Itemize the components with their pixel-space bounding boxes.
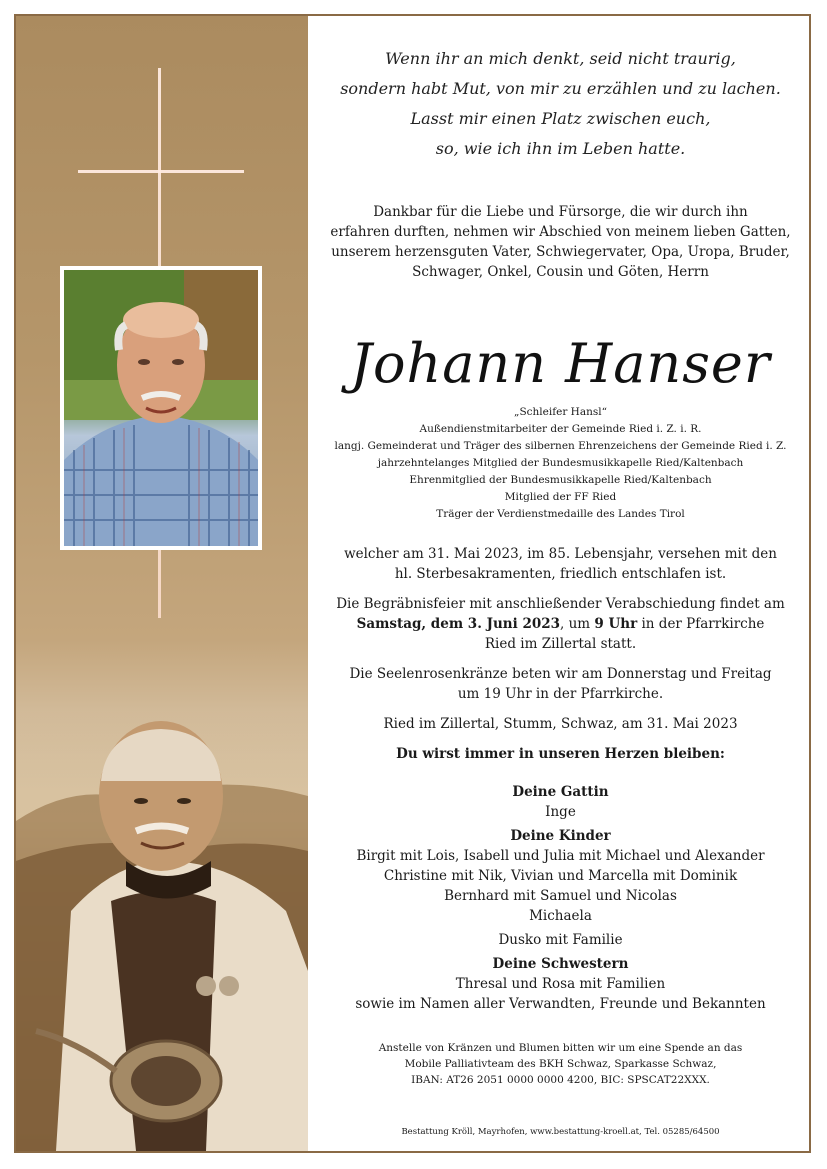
funeral-line-1: Die Begräbnisfeier mit anschließender Verabschiedung findet am	[336, 596, 785, 612]
funeral-line-3: Ried im Zillertal statt.	[484, 636, 637, 652]
announcement-body	[328, 544, 793, 774]
honors-list	[308, 404, 811, 523]
intro-line: Dankbar für die Liebe und Fürsorge, die wir durch ihn	[373, 204, 748, 220]
quote-line: Lasst mir einen Platz zwischen euch,	[410, 109, 711, 128]
portrait-photo	[64, 270, 258, 546]
quote-line: sondern habt Mut, von mir zu erzählen und zu lachen.	[340, 79, 781, 98]
funeral-time: 9 Uhr	[594, 616, 638, 632]
rosary-line-2: um 19 Uhr in der Pfarrkirche.	[457, 686, 664, 702]
closing-line: sowie im Namen aller Verwandten, Freunde und Bekannten	[355, 996, 766, 1012]
honor-line: Mitglied der FF Ried	[504, 491, 617, 503]
funeral-home-footer: Bestattung Kröll, Mayrhofen, www.bestattung-kroell.at, Tel. 05285/64500	[401, 1127, 720, 1137]
rosary-line-1: Die Seelenrosenkränze beten wir am Donnerstag und Freitag	[349, 666, 772, 682]
funeral-notice	[328, 594, 793, 654]
quote-line: so, wie ich ihn im Leben hatte.	[435, 139, 686, 158]
sepia-sidebar	[16, 16, 308, 1151]
death-line-2: hl. Sterbesakramenten, friedlich entschlafen ist.	[394, 566, 727, 582]
donation-line: Anstelle von Kränzen und Blumen bitten wir um eine Spende an das	[378, 1042, 743, 1054]
spouse-heading: Deine Gattin	[512, 784, 609, 800]
sisters-heading: Deine Schwestern	[492, 956, 629, 972]
intro-line: Schwager, Onkel, Cousin und Göten, Herrn	[412, 264, 709, 280]
children-heading: Deine Kinder	[510, 828, 611, 844]
honor-line: Ehrenmitglied der Bundesmusikkapelle Ried/Kaltenbach	[409, 474, 712, 486]
portrait-illustration	[64, 270, 258, 546]
child-line: Christine mit Nik, Vivian und Marcella mit Dominik	[383, 868, 738, 884]
donation-line: IBAN: AT26 2051 0000 0000 4200, BIC: SPSCAT22XXX.	[411, 1074, 710, 1086]
intro-line: erfahren durften, nehmen wir Abschied von meinem lieben Gatten,	[330, 224, 791, 240]
sepia-musician-photo	[16, 711, 308, 1151]
portrait-frame	[60, 266, 262, 550]
funeral-date: Samstag, dem 3. Juni 2023	[356, 616, 561, 632]
child-line: Bernhard mit Samuel und Nicolas	[444, 888, 677, 904]
donation-line: Mobile Palliativteam des BKH Schwaz, Sparkasse Schwaz,	[404, 1058, 717, 1070]
intro-line: unserem herzensguten Vater, Schwiegervater, Opa, Uropa, Bruder,	[331, 244, 790, 260]
spouse-name: Inge	[545, 804, 576, 820]
honor-line: Außendienstmitarbeiter der Gemeinde Ried i. Z. i. R.	[419, 423, 702, 435]
honor-line: langj. Gemeinderat und Träger des silbernen Ehrenzeichens der Gemeinde Ried i. Z.	[334, 440, 787, 452]
nickname: „Schleifer Hansl“	[514, 406, 607, 418]
main-content	[308, 16, 811, 1151]
death-notice	[328, 544, 793, 584]
funeral-separator: , um	[560, 616, 595, 632]
deceased-name: Johann Hanser	[350, 332, 771, 395]
death-line-1: welcher am 31. Mai 2023, im 85. Lebensjahr, versehen mit den	[344, 546, 777, 562]
honor-line: Träger der Verdienstmedaille des Landes Tirol	[436, 508, 685, 520]
sisters-names: Thresal und Rosa mit Familien	[455, 976, 666, 992]
memorial-quote	[308, 44, 811, 164]
cross-horizontal-bar	[78, 170, 244, 173]
funeral-location-start: in der Pfarrkirche	[637, 616, 765, 632]
survivors-list	[308, 778, 811, 1014]
child-line: Birgit mit Lois, Isabell und Julia mit Michael und Alexander	[356, 848, 765, 864]
place-date: Ried im Zillertal, Stumm, Schwaz, am 31. Mai 2023	[383, 716, 738, 732]
donation-request	[308, 1040, 811, 1088]
quote-line: Wenn ihr an mich denkt, seid nicht traurig,	[385, 49, 736, 68]
child-line: Michaela	[529, 908, 592, 924]
obituary-page	[14, 14, 811, 1153]
intro-text	[308, 202, 811, 282]
other-relative: Dusko mit Familie	[498, 932, 623, 948]
honor-line: jahrzehntelanges Mitglied der Bundesmusikkapelle Ried/Kaltenbach	[377, 457, 744, 469]
rosary-notice	[328, 664, 793, 704]
motto: Du wirst immer in unseren Herzen bleiben:	[396, 746, 725, 762]
